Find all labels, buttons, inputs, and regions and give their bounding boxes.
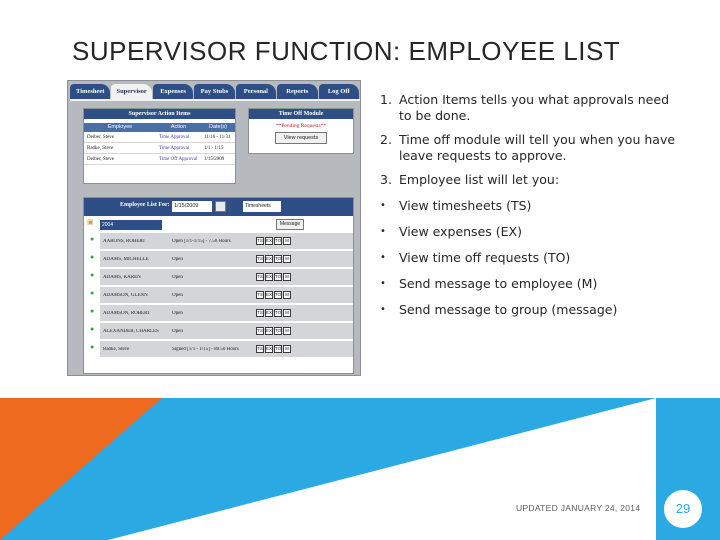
bullet-point bbox=[376, 224, 676, 240]
list-item[interactable] bbox=[100, 233, 353, 249]
employee-cell: Deiber, Steve bbox=[87, 135, 115, 140]
numbered-point bbox=[376, 172, 676, 188]
employee-list-header bbox=[84, 198, 353, 216]
time-off-module-panel bbox=[248, 108, 354, 154]
employee-status: Open bbox=[172, 310, 183, 316]
bullet-point bbox=[376, 302, 676, 318]
action-link[interactable]: Time Approval bbox=[159, 146, 190, 151]
action-items-header bbox=[84, 123, 235, 132]
bullet-text: View timesheets (TS) bbox=[399, 198, 532, 213]
table-row[interactable] bbox=[84, 143, 235, 154]
employee-list bbox=[100, 218, 353, 357]
tab-reports[interactable]: Reports bbox=[277, 84, 317, 99]
employee-status-icon: ● bbox=[90, 254, 95, 261]
message-employee-button[interactable]: M bbox=[283, 255, 291, 263]
message-employee-button[interactable]: M bbox=[283, 273, 291, 281]
footer-triangle-orange bbox=[0, 398, 162, 540]
view-time-off-button[interactable]: TO bbox=[275, 238, 282, 243]
list-item[interactable] bbox=[100, 323, 353, 339]
view-expenses-button[interactable]: EX bbox=[266, 328, 273, 333]
employee-list-toolbar bbox=[100, 218, 353, 231]
view-timesheet-button[interactable]: TS bbox=[257, 292, 263, 297]
updated-date: UPDATED JANUARY 24, 2014 bbox=[516, 503, 641, 513]
employee-status: Signed [1/1 - 1/15] - 80.50 Hours bbox=[172, 346, 239, 352]
employee-name: ADAMSON, ROBERT bbox=[103, 310, 151, 316]
view-expenses-button[interactable]: EX bbox=[266, 238, 273, 243]
view-expenses-button[interactable]: EX bbox=[266, 310, 273, 315]
employee-status: Open bbox=[172, 328, 183, 334]
message-employee-button[interactable]: M bbox=[283, 237, 291, 245]
column-header: Action bbox=[170, 124, 187, 130]
list-item[interactable] bbox=[100, 269, 353, 285]
employee-status: Open [1/1-1/15] - 7.50 Hours bbox=[172, 238, 231, 244]
date-field[interactable]: 1/15/2009 bbox=[172, 201, 212, 212]
table-row[interactable] bbox=[84, 132, 235, 143]
panel-title: Supervisor Action Items bbox=[84, 109, 235, 119]
view-expenses-button[interactable]: EX bbox=[266, 292, 273, 297]
employee-list-title: Employee List For: bbox=[120, 202, 170, 208]
view-timesheet-button[interactable]: TS bbox=[257, 328, 263, 333]
view-timesheet-button[interactable]: TS bbox=[257, 346, 263, 351]
main-tabs bbox=[70, 84, 360, 100]
year-label: 2004 bbox=[100, 220, 162, 230]
message-employee-button[interactable]: M bbox=[283, 345, 291, 353]
employee-status-icon: ● bbox=[90, 272, 95, 279]
message-employee-button[interactable]: M bbox=[283, 309, 291, 317]
employee-cell: Deiber, Steve bbox=[87, 157, 115, 162]
page-number: 29 bbox=[663, 489, 703, 529]
employee-status-icon: ● bbox=[90, 326, 95, 333]
point-text: Time off module will tell you when you have leave requests to approve. bbox=[399, 132, 676, 163]
bullet-icon: • bbox=[380, 226, 386, 237]
list-item[interactable] bbox=[100, 341, 353, 357]
explanation-list bbox=[376, 92, 676, 318]
period-select[interactable]: Timesheets bbox=[243, 201, 281, 212]
supervisor-action-items-panel bbox=[83, 108, 236, 184]
app-screenshot bbox=[67, 80, 361, 376]
bullet-point bbox=[376, 198, 676, 214]
list-item[interactable] bbox=[100, 305, 353, 321]
view-timesheet-button[interactable]: TS bbox=[257, 274, 263, 279]
view-time-off-button[interactable]: TO bbox=[275, 310, 282, 315]
bullet-icon: • bbox=[380, 200, 386, 211]
view-timesheet-button[interactable]: TS bbox=[257, 310, 263, 315]
point-number: 2. bbox=[380, 132, 392, 147]
employee-name: ADAMS, MICHELLE bbox=[103, 256, 149, 262]
action-link[interactable]: Time Off Approval bbox=[159, 157, 198, 162]
column-header: Employee bbox=[107, 124, 133, 130]
employee-status: Open bbox=[172, 256, 183, 262]
employee-status-icon: ● bbox=[90, 308, 95, 315]
tab-underline bbox=[70, 99, 360, 101]
view-time-off-button[interactable]: TO bbox=[275, 256, 282, 261]
point-text: Employee list will let you: bbox=[399, 172, 560, 187]
panel-title: Time Off Module bbox=[249, 109, 353, 119]
folder-icon: ▣ bbox=[87, 219, 94, 226]
column-header: Date(s) bbox=[208, 124, 228, 130]
employee-name: ADAMSON, GLENN bbox=[103, 292, 148, 298]
point-number: 1. bbox=[380, 92, 392, 107]
numbered-point bbox=[376, 92, 676, 124]
numbered-point bbox=[376, 132, 676, 164]
view-time-off-button[interactable]: TO bbox=[275, 292, 282, 297]
bullet-icon: • bbox=[380, 304, 386, 315]
action-link[interactable]: Time Approval bbox=[159, 135, 190, 140]
employee-status: Open bbox=[172, 274, 183, 280]
view-time-off-button[interactable]: TO bbox=[275, 346, 282, 351]
view-expenses-button[interactable]: EX bbox=[266, 274, 273, 279]
view-timesheet-button[interactable]: TS bbox=[257, 256, 263, 261]
bullet-text: View time off requests (TO) bbox=[399, 250, 571, 265]
view-timesheet-button[interactable]: TS bbox=[257, 238, 263, 243]
bullet-text: Send message to group (message) bbox=[399, 302, 618, 317]
view-expenses-button[interactable]: EX bbox=[266, 256, 273, 261]
employee-cell: Badke, Steve bbox=[87, 146, 114, 151]
list-item[interactable] bbox=[100, 287, 353, 303]
employee-name: Badke, Steve bbox=[103, 346, 130, 352]
employee-status: Open bbox=[172, 292, 183, 298]
bullet-text: View expenses (EX) bbox=[399, 224, 522, 239]
message-employee-button[interactable]: M bbox=[283, 291, 291, 299]
point-number: 3. bbox=[380, 172, 392, 187]
employee-name: ALEXANDER, CHARLES bbox=[103, 328, 159, 334]
view-time-off-button[interactable]: TO bbox=[275, 274, 282, 279]
date-cell: 1/15/2009 bbox=[204, 157, 225, 162]
table-row[interactable] bbox=[84, 154, 235, 165]
view-expenses-button[interactable]: EX bbox=[266, 346, 273, 351]
message-group-button[interactable]: Message bbox=[276, 219, 304, 230]
date-cell: 11/16 - 11/31 bbox=[204, 135, 231, 140]
tab-personal[interactable]: Personal bbox=[236, 84, 276, 99]
tab-expenses[interactable]: Expenses bbox=[153, 84, 193, 99]
calendar-icon[interactable] bbox=[215, 201, 226, 212]
view-requests-button[interactable]: View requests bbox=[275, 132, 327, 144]
bullet-point bbox=[376, 250, 676, 266]
pending-requests-alert: **Pending Requests** bbox=[275, 123, 327, 129]
tab-log-off[interactable]: Log Off bbox=[319, 84, 359, 99]
list-item[interactable] bbox=[100, 251, 353, 267]
tab-supervisor[interactable]: Supervisor bbox=[111, 84, 151, 99]
bullet-point bbox=[376, 276, 676, 292]
tab-timesheet[interactable]: Timesheet bbox=[70, 84, 110, 99]
employee-status-icon: ● bbox=[90, 344, 95, 351]
employee-status-icon: ● bbox=[90, 236, 95, 243]
employee-name: AARONS, ROBERT bbox=[103, 238, 146, 244]
point-text: Action Items tells you what approvals need to be done. bbox=[399, 92, 670, 123]
tab-pay-stubs[interactable]: Pay Stubs bbox=[194, 84, 234, 99]
employee-list-panel bbox=[83, 197, 354, 374]
message-employee-button[interactable]: M bbox=[283, 327, 291, 335]
bullet-icon: • bbox=[380, 252, 386, 263]
employee-name: ADAMS, KAREN bbox=[103, 274, 141, 280]
slide-title: SUPERVISOR FUNCTION: EMPLOYEE LIST bbox=[72, 36, 621, 66]
employee-status-icon: ● bbox=[90, 290, 95, 297]
bullet-icon: • bbox=[380, 278, 386, 289]
date-cell: 1/1 - 1/15 bbox=[204, 146, 224, 151]
view-time-off-button[interactable]: TO bbox=[275, 328, 282, 333]
bullet-text: Send message to employee (M) bbox=[399, 276, 598, 291]
